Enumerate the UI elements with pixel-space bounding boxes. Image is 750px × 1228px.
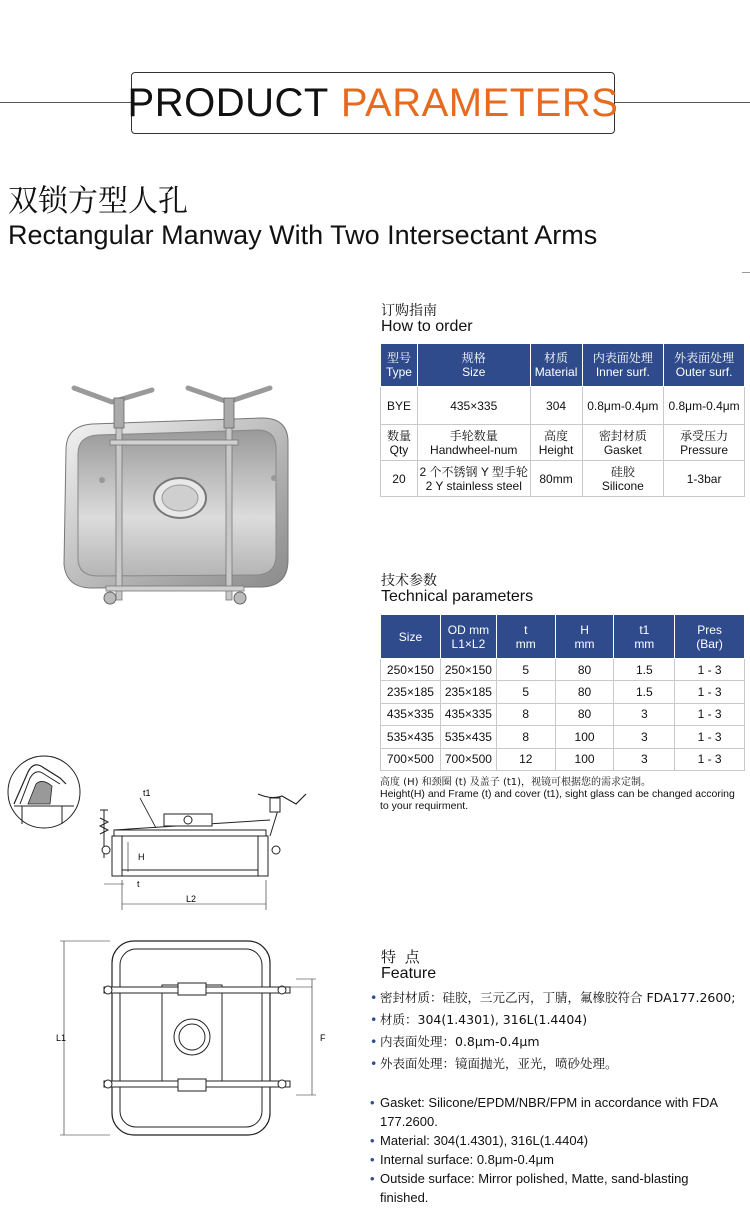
tech-cell: 1 - 3	[675, 681, 745, 703]
tech-head-od: OD mm L1×L2	[440, 615, 496, 659]
label-t1: t1	[143, 788, 151, 798]
product-title-cn: 双锁方型人孔	[8, 184, 188, 219]
tech-cell: 535×435	[440, 726, 496, 748]
order-subhead-qty: 数量 Qty	[381, 425, 418, 461]
order-cell: BYE	[381, 387, 418, 425]
tech-head-h: H mm	[555, 615, 614, 659]
tech-row	[381, 659, 745, 681]
banner-line-left	[0, 102, 131, 103]
tech-cell: 3	[614, 726, 675, 748]
tech-cell: 80	[555, 703, 614, 725]
tech-cell: 5	[496, 659, 555, 681]
tech-cell: 3	[614, 703, 675, 725]
side-section-drawing	[0, 750, 340, 920]
tech-row	[381, 726, 745, 748]
tech-cell: 435×335	[440, 703, 496, 725]
tech-cell: 8	[496, 703, 555, 725]
feature-item: • 密封材质：硅胶，三元乙丙，丁腈，氟橡胶符合 FDA177.2600;	[372, 987, 744, 1009]
tech-row	[381, 703, 745, 725]
tech-cell: 1 - 3	[675, 703, 745, 725]
tech-cell: 100	[555, 726, 614, 748]
banner-word-parameters: PARAMETERS	[340, 80, 619, 125]
tech-cell: 3	[614, 748, 675, 770]
label-h: H	[138, 852, 145, 862]
feature-item: • 外表面处理：镜面抛光，亚光，喷砂处理。	[372, 1053, 744, 1075]
tech-cell: 5	[496, 681, 555, 703]
order-head-size: 规格 Size	[417, 344, 530, 387]
label-f: F	[320, 1033, 326, 1043]
feature-item: • Internal surface: 0.8μm-0.4μm	[372, 1150, 732, 1169]
feature-list-en	[372, 1093, 732, 1207]
tech-row	[381, 748, 745, 770]
order-table	[380, 343, 745, 497]
feature-title-en: Feature	[381, 965, 437, 982]
order-head-outer-surf: 外表面处理 Outer surf.	[664, 344, 745, 387]
feature-title-cn: 特 点	[381, 948, 422, 966]
order-row	[381, 461, 745, 497]
feature-item: • Gasket: Silicone/EPDM/NBR/FPM in accordance with FDA 177.2600.	[372, 1093, 732, 1131]
order-subhead-gasket: 密封材质 Gasket	[582, 425, 664, 461]
tech-cell: 700×500	[440, 748, 496, 770]
tech-title-cn: 技术参数	[381, 573, 437, 589]
label-l2: L2	[186, 894, 197, 904]
banner-word-product: PRODUCT	[127, 80, 329, 125]
order-cell: 435×335	[417, 387, 530, 425]
order-row	[381, 387, 745, 425]
tech-cell: 1 - 3	[675, 748, 745, 770]
tech-cell: 235×185	[440, 681, 496, 703]
order-title-cn: 订购指南	[381, 303, 437, 319]
tech-cell: 8	[496, 726, 555, 748]
tech-cell: 80	[555, 659, 614, 681]
tech-head-pres: Pres (Bar)	[675, 615, 745, 659]
product-title-en: Rectangular Manway With Two Intersectant Arms	[8, 220, 598, 250]
order-head-type: 型号 Type	[381, 344, 418, 387]
tech-cell: 435×335	[381, 703, 441, 725]
feature-item: • 材质：304(1.4301), 316L(1.4404)	[372, 1009, 744, 1031]
tech-table	[380, 614, 745, 771]
order-cell: 2 个不锈钢 Y 型手轮 2 Y stainless steel	[417, 461, 530, 497]
order-cell: 硅胶 Silicone	[582, 461, 664, 497]
product-photo	[52, 380, 302, 610]
tech-note-en: Height(H) and Frame (t) and cover (t1), sight glass can be changed accoring to your requirment.	[380, 788, 735, 812]
tech-cell: 1.5	[614, 659, 675, 681]
tech-title-en: Technical parameters	[381, 588, 534, 605]
tech-cell: 700×500	[381, 748, 441, 770]
tech-cell: 1.5	[614, 681, 675, 703]
order-subhead-handwheel: 手轮数量 Handwheel-num	[417, 425, 530, 461]
order-cell: 304	[530, 387, 582, 425]
order-head-inner-surf: 内表面处理 Inner surf.	[582, 344, 664, 387]
order-head-material: 材质 Material	[530, 344, 582, 387]
feature-item: • Material: 304(1.4301), 316L(1.4404)	[372, 1131, 732, 1150]
order-cell: 20	[381, 461, 418, 497]
banner-line-right	[613, 102, 750, 103]
tech-row	[381, 681, 745, 703]
order-subhead-height: 高度 Height	[530, 425, 582, 461]
order-subhead-pressure: 承受压力 Pressure	[664, 425, 745, 461]
tech-header-row	[381, 615, 745, 659]
tech-cell: 235×185	[381, 681, 441, 703]
label-t: t	[137, 879, 140, 889]
tech-cell: 250×150	[381, 659, 441, 681]
tech-cell: 80	[555, 681, 614, 703]
order-cell: 0.8μm-0.4μm	[664, 387, 745, 425]
order-subheader-row	[381, 425, 745, 461]
tech-head-t: t mm	[496, 615, 555, 659]
tech-cell: 12	[496, 748, 555, 770]
tech-cell: 250×150	[440, 659, 496, 681]
feature-item: • 内表面处理：0.8μm-0.4μm	[372, 1031, 744, 1053]
top-view-drawing	[50, 935, 350, 1140]
order-header-row	[381, 344, 745, 387]
tech-cell: 1 - 3	[675, 659, 745, 681]
tech-note-cn: 高度 (H) 和颈圈 (t) 及盖子 (t1)，视镜可根据您的需求定制。	[380, 777, 652, 788]
edge-tick	[742, 272, 750, 273]
order-cell: 0.8μm-0.4μm	[582, 387, 664, 425]
order-cell: 80mm	[530, 461, 582, 497]
tech-head-size: Size	[381, 615, 441, 659]
feature-item: • Outside surface: Mirror polished, Matte, sand-blasting finished.	[372, 1169, 732, 1207]
order-cell: 1-3bar	[664, 461, 745, 497]
tech-head-t1: t1 mm	[614, 615, 675, 659]
tech-cell: 535×435	[381, 726, 441, 748]
tech-cell: 100	[555, 748, 614, 770]
label-l1: L1	[56, 1033, 67, 1043]
order-title-en: How to order	[381, 318, 473, 335]
section-banner	[127, 72, 619, 134]
tech-cell: 1 - 3	[675, 726, 745, 748]
tech-table-body	[381, 659, 745, 771]
feature-list-cn	[372, 987, 744, 1075]
